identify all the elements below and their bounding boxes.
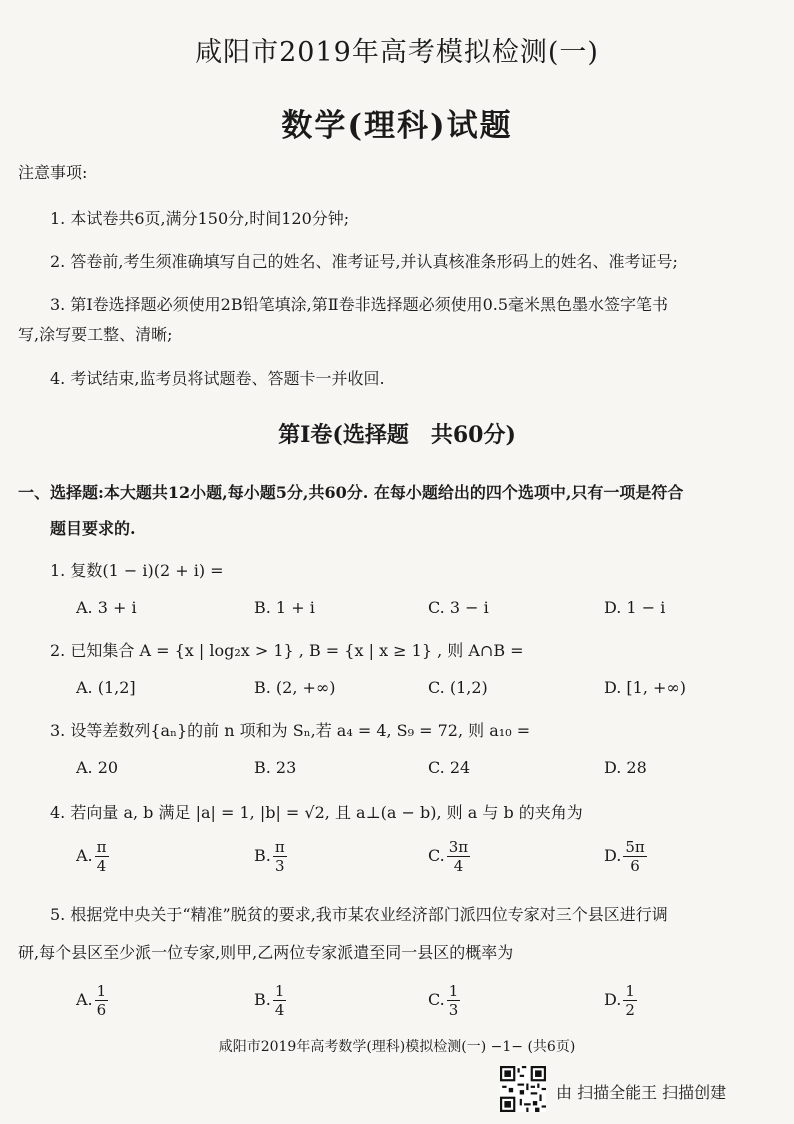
- question-2-option-b: B. (2, +∞): [254, 678, 336, 697]
- question-4-option-d: [604, 838, 647, 875]
- option-letter: D.: [604, 846, 622, 865]
- notice-item: 1. 本试卷共6页,满分150分,时间120分钟;: [50, 209, 350, 228]
- numerator: 1: [274, 982, 285, 1000]
- denominator: 6: [96, 1001, 107, 1019]
- question-4-stem: 4. 若向量 a, b 满足 |a| = 1, |b| = √2, 且 a⊥(a − b), 则 a 与 b 的夹角为: [50, 803, 583, 822]
- qr-code-icon: [500, 1066, 546, 1112]
- question-3-option-d: D. 28: [604, 758, 647, 777]
- question-5-option-b: [254, 982, 286, 1019]
- exam-title: 咸阳市2019年高考模拟检测(一): [195, 37, 599, 68]
- fraction: [447, 982, 461, 1019]
- question-1-option-c: C. 3 − i: [428, 598, 489, 617]
- option-letter: D.: [604, 990, 622, 1009]
- denominator: 3: [448, 1001, 459, 1019]
- question-1-option-a: A. 3 + i: [76, 598, 137, 617]
- part-heading-continued: 题目要求的.: [50, 519, 136, 538]
- option-letter: A.: [76, 990, 93, 1009]
- fraction: [273, 982, 287, 1019]
- fraction: [623, 838, 646, 875]
- question-5-option-c: [428, 982, 460, 1019]
- notice-item: 4. 考试结束,监考员将试题卷、答题卡一并收回.: [50, 369, 385, 388]
- denominator: 4: [274, 1001, 285, 1019]
- option-letter: C.: [428, 990, 445, 1009]
- notice-item: 3. 第Ⅰ卷选择题必须使用2B铅笔填涂,第Ⅱ卷非选择题必须使用0.5毫米黑色墨水签字笔书: [50, 295, 669, 314]
- question-2-option-a: A. (1,2]: [76, 678, 136, 697]
- question-5-stem: 5. 根据党中央关于“精准”脱贫的要求,我市某农业经济部门派四位专家对三个县区进行调: [50, 905, 668, 924]
- question-2-option-d: D. [1, +∞): [604, 678, 686, 697]
- question-5-option-d: [604, 982, 637, 1019]
- section-title: 第Ⅰ卷(选择题 共60分): [278, 422, 516, 448]
- denominator: 2: [625, 1001, 635, 1019]
- question-2-stem: 2. 已知集合 A = {x | log₂x > 1} , B = {x | x ≥ 1} , 则 A∩B =: [50, 641, 524, 660]
- question-4-option-c: [428, 838, 470, 875]
- fraction: [447, 838, 470, 875]
- page-footer: 咸阳市2019年高考数学(理科)模拟检测(一) −1− (共6页): [218, 1039, 576, 1055]
- question-1-stem: 1. 复数(1 − i)(2 + i) =: [50, 561, 224, 580]
- denominator: 4: [453, 857, 464, 875]
- fraction: [273, 838, 287, 875]
- question-3-option-c: C. 24: [428, 758, 471, 777]
- option-letter: A.: [76, 846, 93, 865]
- question-3-option-a: A. 20: [76, 758, 119, 777]
- option-letter: C.: [428, 846, 445, 865]
- question-1-option-d: D. 1 − i: [604, 598, 666, 617]
- scanner-watermark: 由 扫描全能王 扫描创建: [556, 1083, 727, 1102]
- denominator: 6: [630, 857, 640, 875]
- part-heading: 一、选择题:本大题共12小题,每小题5分,共60分. 在每小题给出的四个选项中,只有一项是符合: [18, 483, 684, 502]
- numerator: 1: [96, 982, 107, 1000]
- notice-item-continued: 写,涂写要工整、清晰;: [18, 325, 173, 344]
- numerator: 3π: [448, 838, 469, 856]
- question-5-stem-continued: 研,每个县区至少派一位专家,则甲,乙两位专家派遣至同一县区的概率为: [18, 943, 514, 962]
- exam-subtitle: 数学(理科)试题: [281, 108, 513, 144]
- numerator: 1: [625, 982, 635, 1000]
- notice-item: 2. 答卷前,考生须准确填写自己的姓名、准考证号,并认真核准条形码上的姓名、准考证号;: [50, 252, 678, 271]
- question-4-option-a: [76, 838, 109, 875]
- denominator: 3: [275, 857, 285, 875]
- fraction: [95, 838, 109, 875]
- question-3-stem: 3. 设等差数列{aₙ}的前 n 项和为 Sₙ,若 a₄ = 4, S₉ = 72, 则 a₁₀ =: [50, 721, 531, 740]
- fraction: [623, 982, 637, 1019]
- question-2-option-c: C. (1,2): [428, 678, 488, 697]
- question-1-option-b: B. 1 + i: [254, 598, 315, 617]
- option-letter: B.: [254, 990, 271, 1009]
- notice-heading: 注意事项:: [18, 163, 88, 182]
- denominator: 4: [96, 857, 107, 875]
- option-letter: B.: [254, 846, 271, 865]
- question-4-option-b: [254, 838, 287, 875]
- question-5-option-a: [76, 982, 108, 1019]
- fraction: [95, 982, 109, 1019]
- numerator: π: [96, 838, 107, 856]
- question-3-option-b: B. 23: [254, 758, 297, 777]
- numerator: π: [274, 838, 285, 856]
- numerator: 1: [448, 982, 459, 1000]
- numerator: 5π: [625, 838, 645, 856]
